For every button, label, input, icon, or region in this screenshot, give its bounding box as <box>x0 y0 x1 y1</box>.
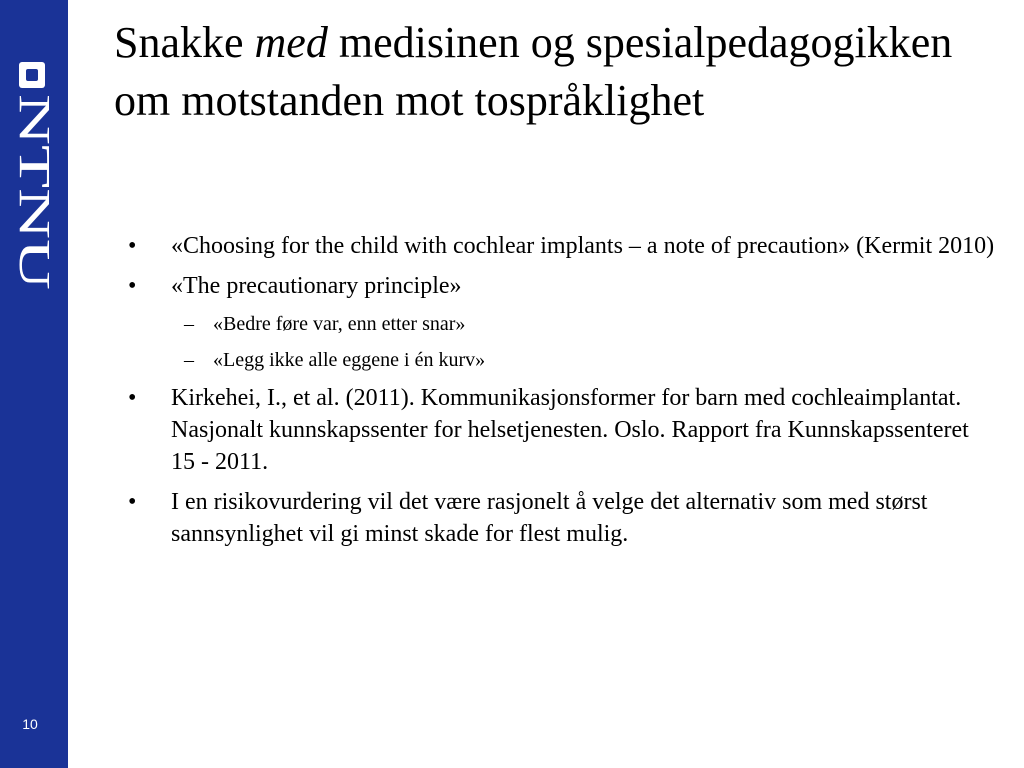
bullet-item <box>128 486 998 550</box>
bullet-item <box>128 382 998 478</box>
page-number: 10 <box>22 716 38 732</box>
title-emphasis: med <box>254 18 328 67</box>
bullet-marker: • <box>128 233 137 259</box>
bullet-text: «Choosing for the child with cochlear implants – a note of precaution» (Kermit 2010) <box>171 233 995 259</box>
sub-bullet-text: «Bedre føre var, enn etter snar» <box>213 313 466 335</box>
bullet-text: Kirkehei, I., et al. (2011). Kommunikasjonsformer for barn med cochleaimplantat. Nasjonalt kunnskapssenter for helsetjenesten. Oslo. Rapport fra Kunnskapssenteret 15 - 2011. <box>171 385 969 475</box>
bullet-marker: • <box>128 385 137 411</box>
sub-bullet-item <box>128 310 998 338</box>
sub-bullet-marker: – <box>184 349 194 371</box>
sub-bullet-item <box>128 346 998 374</box>
bullet-text: «The precautionary principle» <box>171 273 462 299</box>
bullet-marker: • <box>128 489 137 515</box>
ntnu-logo <box>0 56 68 266</box>
ntnu-logo-icon <box>19 62 45 88</box>
title-part-1: Snakke <box>114 18 255 67</box>
sub-bullet-text: «Legg ikke alle eggene i én kurv» <box>213 349 486 371</box>
bullet-text: I en risikovurdering vil det være rasjonelt å velge det alternativ som med størst sannsynlighet vil gi minst skade for flest mulig. <box>171 489 928 547</box>
sidebar <box>0 0 68 768</box>
slide-title <box>114 14 994 130</box>
bullet-item <box>128 270 998 302</box>
title-part-2: medisinen og spesialpedagogikken om motstanden mot tospråklighet <box>114 18 953 125</box>
sub-bullet-marker: – <box>184 313 194 335</box>
logo-text: NTNU <box>10 94 59 217</box>
ntnu-logo-wordmark <box>10 92 59 292</box>
bullet-item <box>128 230 998 262</box>
bullet-marker: • <box>128 273 137 299</box>
slide-content <box>128 230 998 558</box>
